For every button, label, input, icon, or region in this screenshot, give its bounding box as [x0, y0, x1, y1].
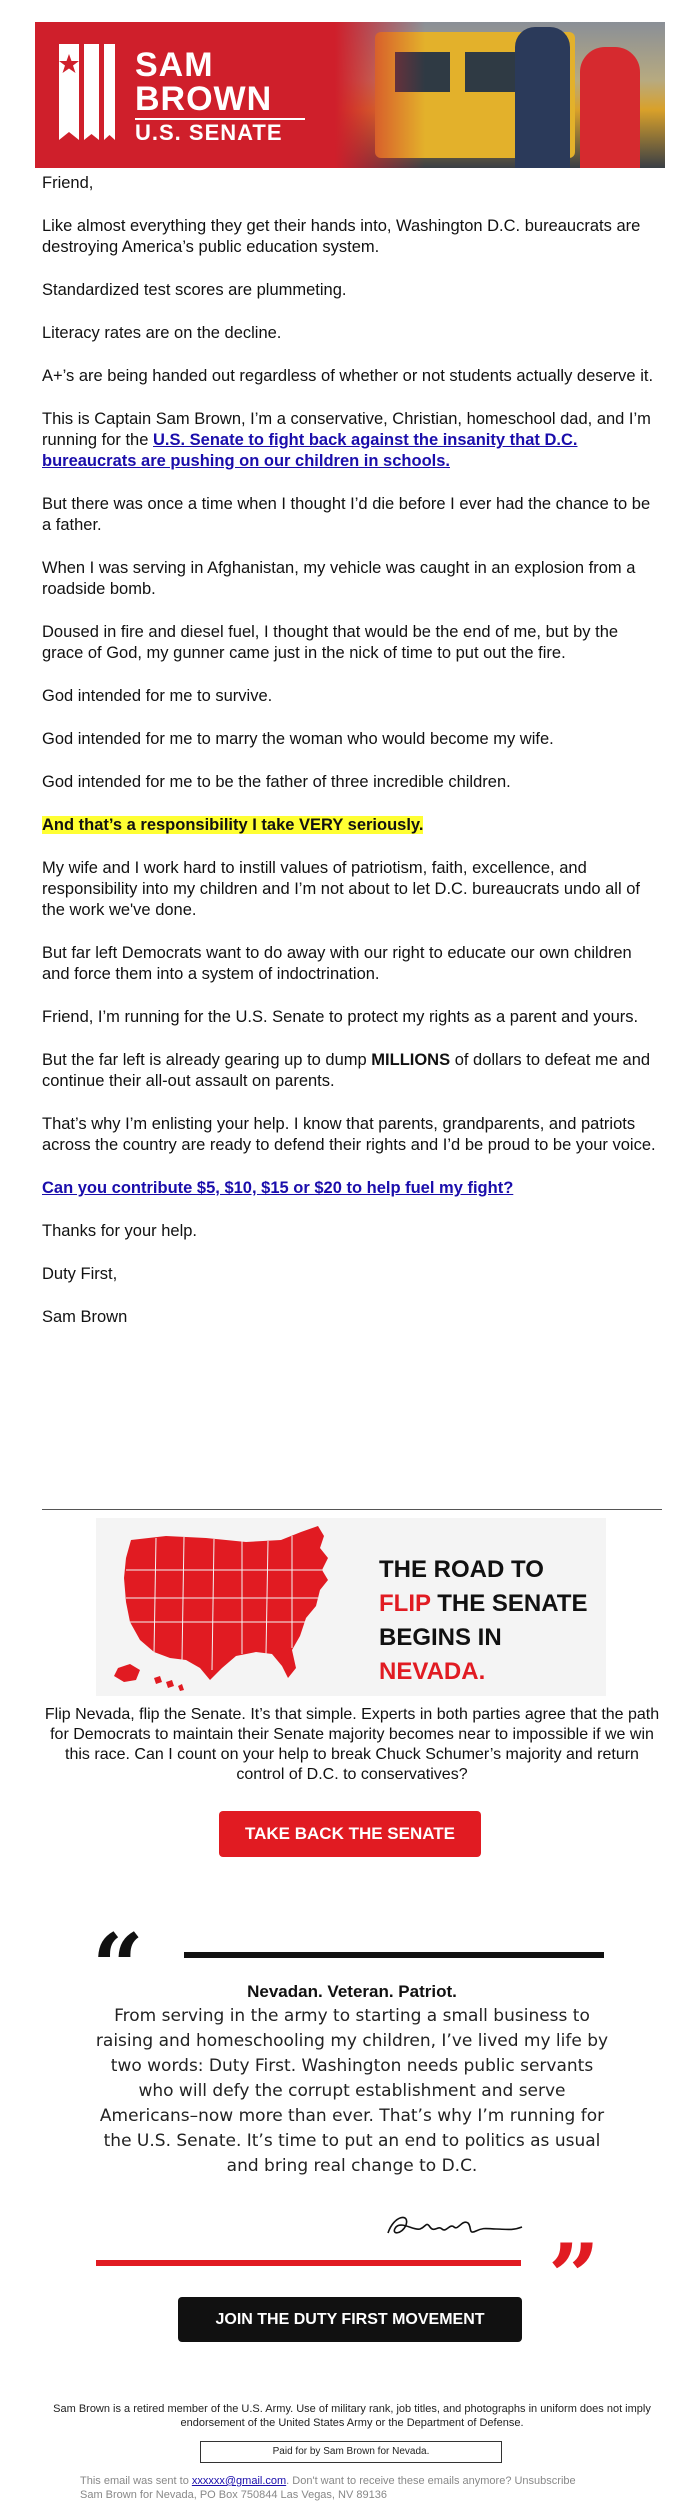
quote-title: Nevadan. Veteran. Patriot.	[247, 1982, 457, 2001]
banner-photo	[335, 22, 665, 168]
military-disclaimer: Sam Brown is a retired member of the U.S. Army. Use of military rank, job titles, and photographs in uniform does not imply endorsement of the United States Army or the Department of Defense.	[53, 2403, 651, 2429]
paragraph	[42, 1178, 662, 1199]
unsubscribe-text[interactable]: . Don't want to receive these emails anymore? Unsubscribe	[286, 2475, 576, 2487]
close-quote-icon: ”	[548, 2224, 600, 2330]
brand-name: SAM BROWN	[135, 46, 273, 118]
road-to-flip-headline: THE ROAD TO FLIP THE SENATE BEGINS IN NEVADA.	[379, 1556, 588, 1685]
letter-body	[42, 173, 662, 1350]
road-to-flip-banner[interactable]	[96, 1518, 606, 1696]
paragraph: Literacy rates are on the decline.	[42, 324, 282, 342]
mailing-address: Sam Brown for Nevada, PO Box 750844 Las Vegas, NV 89136	[80, 2489, 387, 2501]
paragraph: A+’s are being handed out regardless of whether or not students actually deserve it.	[42, 367, 654, 385]
take-back-senate-button[interactable]: TAKE BACK THE SENATE	[219, 1811, 481, 1857]
paragraph	[42, 815, 662, 836]
bold-millions: MILLIONS	[371, 1051, 451, 1069]
paragraph: This is Captain Sam Brown, I’m a conservative, Christian, homeschool dad, and I’m running for the U.S. Senate to fight back against the insanity that D.C. bureaucrats are pushing on our children in schools.	[42, 410, 651, 470]
logo-flag-icon	[57, 40, 117, 150]
quote-rule-bottom	[96, 2260, 521, 2266]
sign-off: Duty First,	[42, 1265, 118, 1283]
recipient-email-link[interactable]: xxxxxx@gmail.com	[191, 2475, 287, 2487]
brand-subtitle: U.S. SENATE	[135, 120, 283, 145]
join-duty-first-button[interactable]: JOIN THE DUTY FIRST MOVEMENT	[178, 2297, 522, 2342]
paragraph: But the far left is already gearing up to dump MILLIONS of dollars to defeat me and continue their all-out assault on parents.	[42, 1051, 651, 1090]
contribute-link[interactable]: Can you contribute $5, $10, $15 or $20 to help fuel my fight?	[42, 1179, 514, 1197]
open-quote-icon: “	[92, 1914, 144, 2020]
paragraph: That’s why I’m enlisting your help. I know that parents, grandparents, and patriots across the country are ready to defend their rights and I’d be proud to be your voice.	[42, 1115, 656, 1154]
senate-fight-link[interactable]: U.S. Senate to fight back against the insanity that D.C. bureaucrats are pushing on our children in schools.	[42, 431, 578, 470]
paragraph: Friend, I’m running for the U.S. Senate to protect my rights as a parent and yours.	[42, 1008, 639, 1026]
paragraph: God intended for me to marry the woman who would become my wife.	[42, 730, 554, 748]
paragraph: God intended for me to survive.	[42, 687, 273, 705]
paragraph: Standardized test scores are plummeting.	[42, 281, 347, 299]
paragraph: But far left Democrats want to do away with our right to educate our own children and force them into a system of indoctrination.	[42, 944, 632, 983]
signature-name: Sam Brown	[42, 1308, 128, 1326]
paragraph: My wife and I work hard to instill values of patriotism, faith, excellence, and responsibility into my children and I’m not about to let D.C. bureaucrats undo all of the work we've done.	[42, 859, 640, 919]
handwritten-signature	[380, 2205, 530, 2245]
paid-for-box: Paid for by Sam Brown for Nevada.	[200, 2441, 502, 2463]
greeting: Friend,	[42, 174, 94, 192]
paragraph: But there was once a time when I thought I’d die before I ever had the chance to be a father.	[42, 495, 651, 534]
quote-body: From serving in the army to starting a small business to raising and homeschooling my children, I’ve lived my life by two words: Duty First. Washington needs public servants who will defy the corrupt establishment and serve Americans–now more than ever. That’s why I’m running for the U.S. Senate. It’s time to put an end to politics as usual and bring real change to D.C.	[95, 2006, 609, 2176]
paragraph: God intended for me to be the father of three incredible children.	[42, 773, 511, 791]
footer-text: This email was sent to xxxxxx@gmail.com. Don't want to receive these emails anymore? Unsubscribe Sam Brown for Nevada, PO Box 750844 Las Vegas, NV 89136	[80, 2474, 640, 2502]
quote-rule-top	[184, 1952, 604, 1958]
paragraph: Like almost everything they get their hands into, Washington D.C. bureaucrats are destroying America’s public education system.	[42, 217, 641, 256]
usa-map-icon	[96, 1518, 366, 1696]
section-divider	[42, 1509, 662, 1510]
paragraph: Thanks for your help.	[42, 1222, 197, 1240]
flip-nevada-text: Flip Nevada, flip the Senate. It’s that simple. Experts in both parties agree that the path for Democrats to maintain their Senate majority becomes near to impossible if we win this race. Can I count on your help to break Chuck Schumer’s majority and return control of D.C. to conservatives?	[44, 1706, 660, 1783]
paragraph: Doused in fire and diesel fuel, I thought that would be the end of me, but by the grace of God, my gunner came just in the nick of time to put out the fire.	[42, 623, 619, 662]
highlighted-text: And that’s a responsibility I take VERY seriously.	[42, 816, 424, 834]
paragraph: When I was serving in Afghanistan, my vehicle was caught in an explosion from a roadside bomb.	[42, 559, 636, 598]
header-banner[interactable]	[35, 22, 665, 168]
